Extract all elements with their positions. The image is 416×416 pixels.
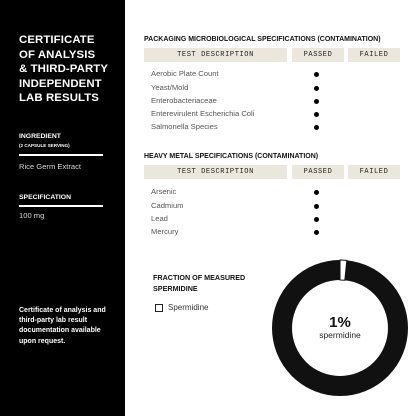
micro-header-passed: PASSED [292, 48, 344, 62]
passed-dot [314, 99, 319, 104]
metal-header-passed: PASSED [292, 165, 344, 179]
metal-row-label: Lead [151, 214, 168, 223]
passed-dot [314, 217, 319, 222]
micro-row-label: Yeast/Mold [151, 83, 189, 92]
legend-swatch [155, 304, 163, 312]
micro-row-label: Enterobacteriaceae [151, 96, 217, 105]
metal-header-test: TEST DESCRIPTION [144, 165, 287, 179]
micro-section-title: PACKAGING MICROBIOLOGICAL SPECIFICATIONS (CONTAMINATION) [144, 36, 381, 43]
ingredient-serving-note: (2 CAPSULE SERVING) [19, 143, 70, 148]
percent-label: 1% [329, 314, 351, 331]
passed-dot [314, 204, 319, 209]
ingredient-value: Rice Germ Extract [19, 162, 82, 171]
passed-dot [314, 86, 319, 91]
spermidine-donut-chart [270, 258, 410, 398]
metal-section-title: HEAVY METAL SPECIFICATIONS (CONTAMINATION) [144, 153, 319, 160]
legend-label: Spermidine [168, 303, 209, 312]
passed-dot [314, 112, 319, 117]
metal-row-label: Mercury [151, 227, 179, 236]
micro-row-label: Aerobic Plate Count [151, 69, 219, 78]
center-label: spermidine [319, 330, 361, 340]
specification-label: SPECIFICATION [19, 194, 71, 201]
sidebar-title [19, 33, 119, 106]
metal-row-label: Cadmium [151, 201, 184, 210]
availability-note: Certificate of analysis and third-party lab result documentation available upon request. [19, 307, 106, 345]
sidebar [0, 0, 125, 416]
sidebar-title-line: CERTIFICATE [19, 34, 95, 46]
micro-row-label: Enterevirulent Escherichia Coli [151, 109, 255, 118]
sidebar-title-line: & THIRD-PARTY [19, 63, 109, 76]
ingredient-label: INGREDIENT [19, 133, 61, 140]
sidebar-title-line: OF ANALYSIS [19, 48, 96, 61]
passed-dot [314, 190, 319, 195]
metal-row-label: Arsenic [151, 187, 177, 196]
sidebar-title-line: LAB RESULTS [19, 92, 99, 105]
metal-header-failed: FAILED [348, 165, 400, 179]
micro-header-failed: FAILED [348, 48, 400, 62]
passed-dot [314, 72, 319, 77]
micro-header-test: TEST DESCRIPTION [144, 48, 287, 62]
passed-dot [314, 125, 319, 130]
legend-item-spermidine [155, 303, 208, 312]
fraction-title: FRACTION OF MEASURED SPERMIDINE [153, 273, 246, 293]
specification-value: 100 mg [19, 211, 45, 220]
sidebar-title-line: INDEPENDENT [19, 77, 102, 90]
micro-row-label: Salmonella Species [151, 122, 218, 131]
passed-dot [314, 230, 319, 235]
specification-divider [19, 205, 103, 207]
ingredient-divider [19, 154, 103, 156]
